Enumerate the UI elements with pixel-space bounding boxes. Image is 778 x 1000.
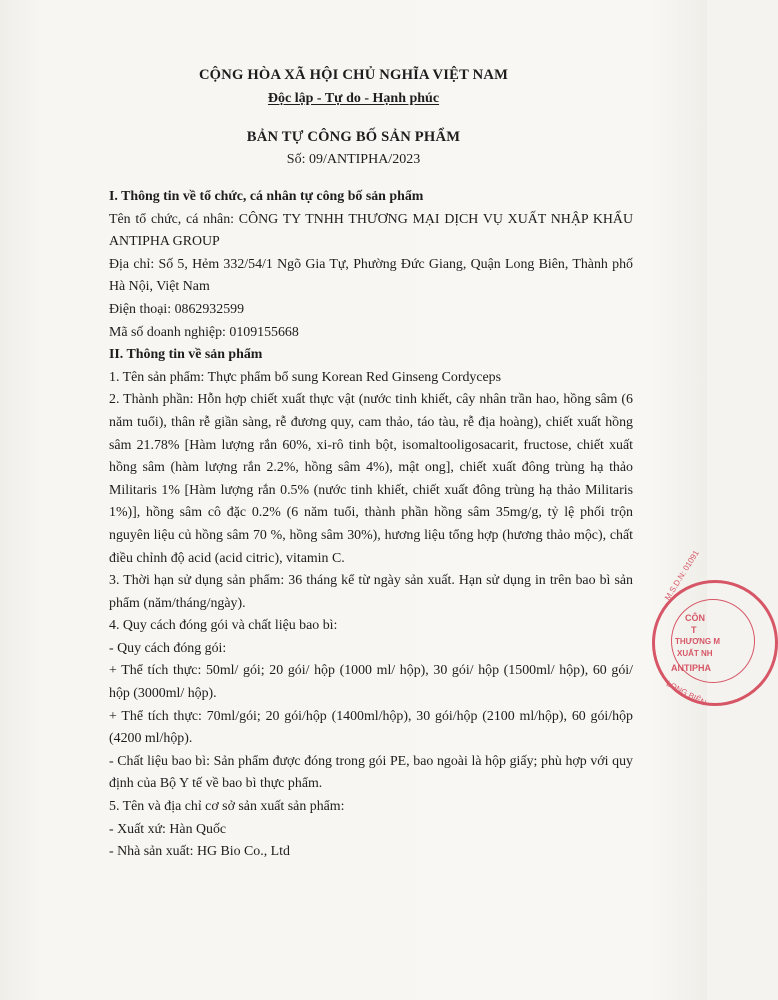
product-origin: - Xuất xứ: Hàn Quốc xyxy=(109,821,227,837)
business-code: Mã số doanh nghiệp: 0109155668 xyxy=(109,324,299,340)
document-number: Số: 09/ANTIPHA/2023 xyxy=(286,152,421,167)
product-ingredients: 2. Thành phần: Hỗn hợp chiết xuất thực vật (nước tinh khiết, cây nhân trần hao, hồng sâm (6 năm tuổi), thân rễ giần sàng, rễ đương quy, cam thảo, táo tàu, rễ địa hoàng), chiết xuất hồng sâm 21.78% [Hàm lượng rắn 60%, xi-rô tinh bột, isomaltooligosacarit, fructose, chiết xuất hồng sâm (hàm lượng rắn 2.2%, hồng sâm 4%), mật ong], chiết xuất đông trùng hạ thảo Militaris 1% [Hàm lượng rắn 0.5% (nước tinh khiết, chiết xuất đông trùng hạ thảo Militaris 1%)], hồng sâm cô đặc 0.2% (6 năm tuổi, thành phần hồng sâm 35mg/g, tỷ lệ phối trộn nguyên liệu củ hồng sâm 70 %, hồng sâm 30%), hương liệu tổng hợp (hương thảo mộc), chất điều chỉnh độ acid (acid citric), vitamin C. xyxy=(109,392,633,566)
national-motto xyxy=(0,91,707,107)
product-name: 1. Tên sản phẩm: Thực phẩm bổ sung Korean Red Ginseng Cordyceps xyxy=(109,369,502,385)
packaging-heading: 4. Quy cách đóng gói và chất liệu bao bì: xyxy=(109,618,338,634)
section-2-heading: II. Thông tin về sản phẩm xyxy=(109,347,263,363)
packaging-material: - Chất liệu bao bì: Sản phẩm được đóng trong gói PE, bao ngoài là hộp giấy; phù hợp với quy định của Bộ Y tế về bao bì thực phẩm. xyxy=(109,753,633,792)
manufacturer-name: - Nhà sản xuất: HG Bio Co., Ltd xyxy=(109,844,290,860)
stamp-line-5: ANTIPHA xyxy=(671,663,711,673)
document-body xyxy=(109,186,633,864)
packaging-50ml: + Thể tích thực: 50ml/ gói; 20 gói/ hộp (1000 ml/ hộp), 30 gói/ hộp (1500ml/ hộp), 60 gói/ hộp (3000ml/ hộp). xyxy=(109,663,633,702)
stamp-ring-bottom: LONG BIÊN xyxy=(664,679,708,708)
stamp-ring-text: M.S.D.N: 01091 xyxy=(663,548,701,602)
document-title: BẢN TỰ CÔNG BỐ SẢN PHẨM xyxy=(246,129,461,145)
product-shelf-life: 3. Thời hạn sử dụng sản phẩm: 36 tháng kể từ ngày sản xuất. Hạn sử dụng in trên bao bì sản phẩm (năm/tháng/ngày). xyxy=(109,573,633,611)
stamp-line-4: XUẤT NH xyxy=(677,649,713,658)
company-seal-stamp xyxy=(652,548,778,708)
stamp-line-3: THƯƠNG M xyxy=(675,637,721,646)
packaging-70ml: + Thể tích thực: 70ml/gói; 20 gói/hộp (1400ml/hộp), 30 gói/hộp (2100 ml/hộp), 60 gói/hộp (4200 ml/hộp). xyxy=(109,708,633,747)
stamp-line-1: CÔN xyxy=(685,613,705,623)
organization-phone: Điện thoại: 0862932599 xyxy=(109,301,245,317)
organization-address: Địa chỉ: Số 5, Hẻm 332/54/1 Ngõ Gia Tự, Phường Đức Giang, Quận Long Biên, Thành phố Hà Nội, Việt Nam xyxy=(109,256,633,295)
organization-name: Tên tổ chức, cá nhân: CÔNG TY TNHH THƯƠNG MẠI DỊCH VỤ XUẤT NHẬP KHẨU ANTIPHA GROUP xyxy=(109,211,633,250)
motto-text: Độc lập - Tự do - Hạnh phúc xyxy=(267,91,440,106)
packaging-spec-heading: - Quy cách đóng gói: xyxy=(109,640,227,656)
section-1-heading: I. Thông tin về tổ chức, cá nhân tự công bố sản phẩm xyxy=(109,189,424,204)
national-title: CỘNG HÒA XÃ HỘI CHỦ NGHĨA VIỆT NAM xyxy=(198,67,509,83)
stamp-line-2: T xyxy=(691,625,697,635)
manufacturer-heading: 5. Tên và địa chỉ cơ sở sản xuất sản phẩm: xyxy=(109,799,345,815)
